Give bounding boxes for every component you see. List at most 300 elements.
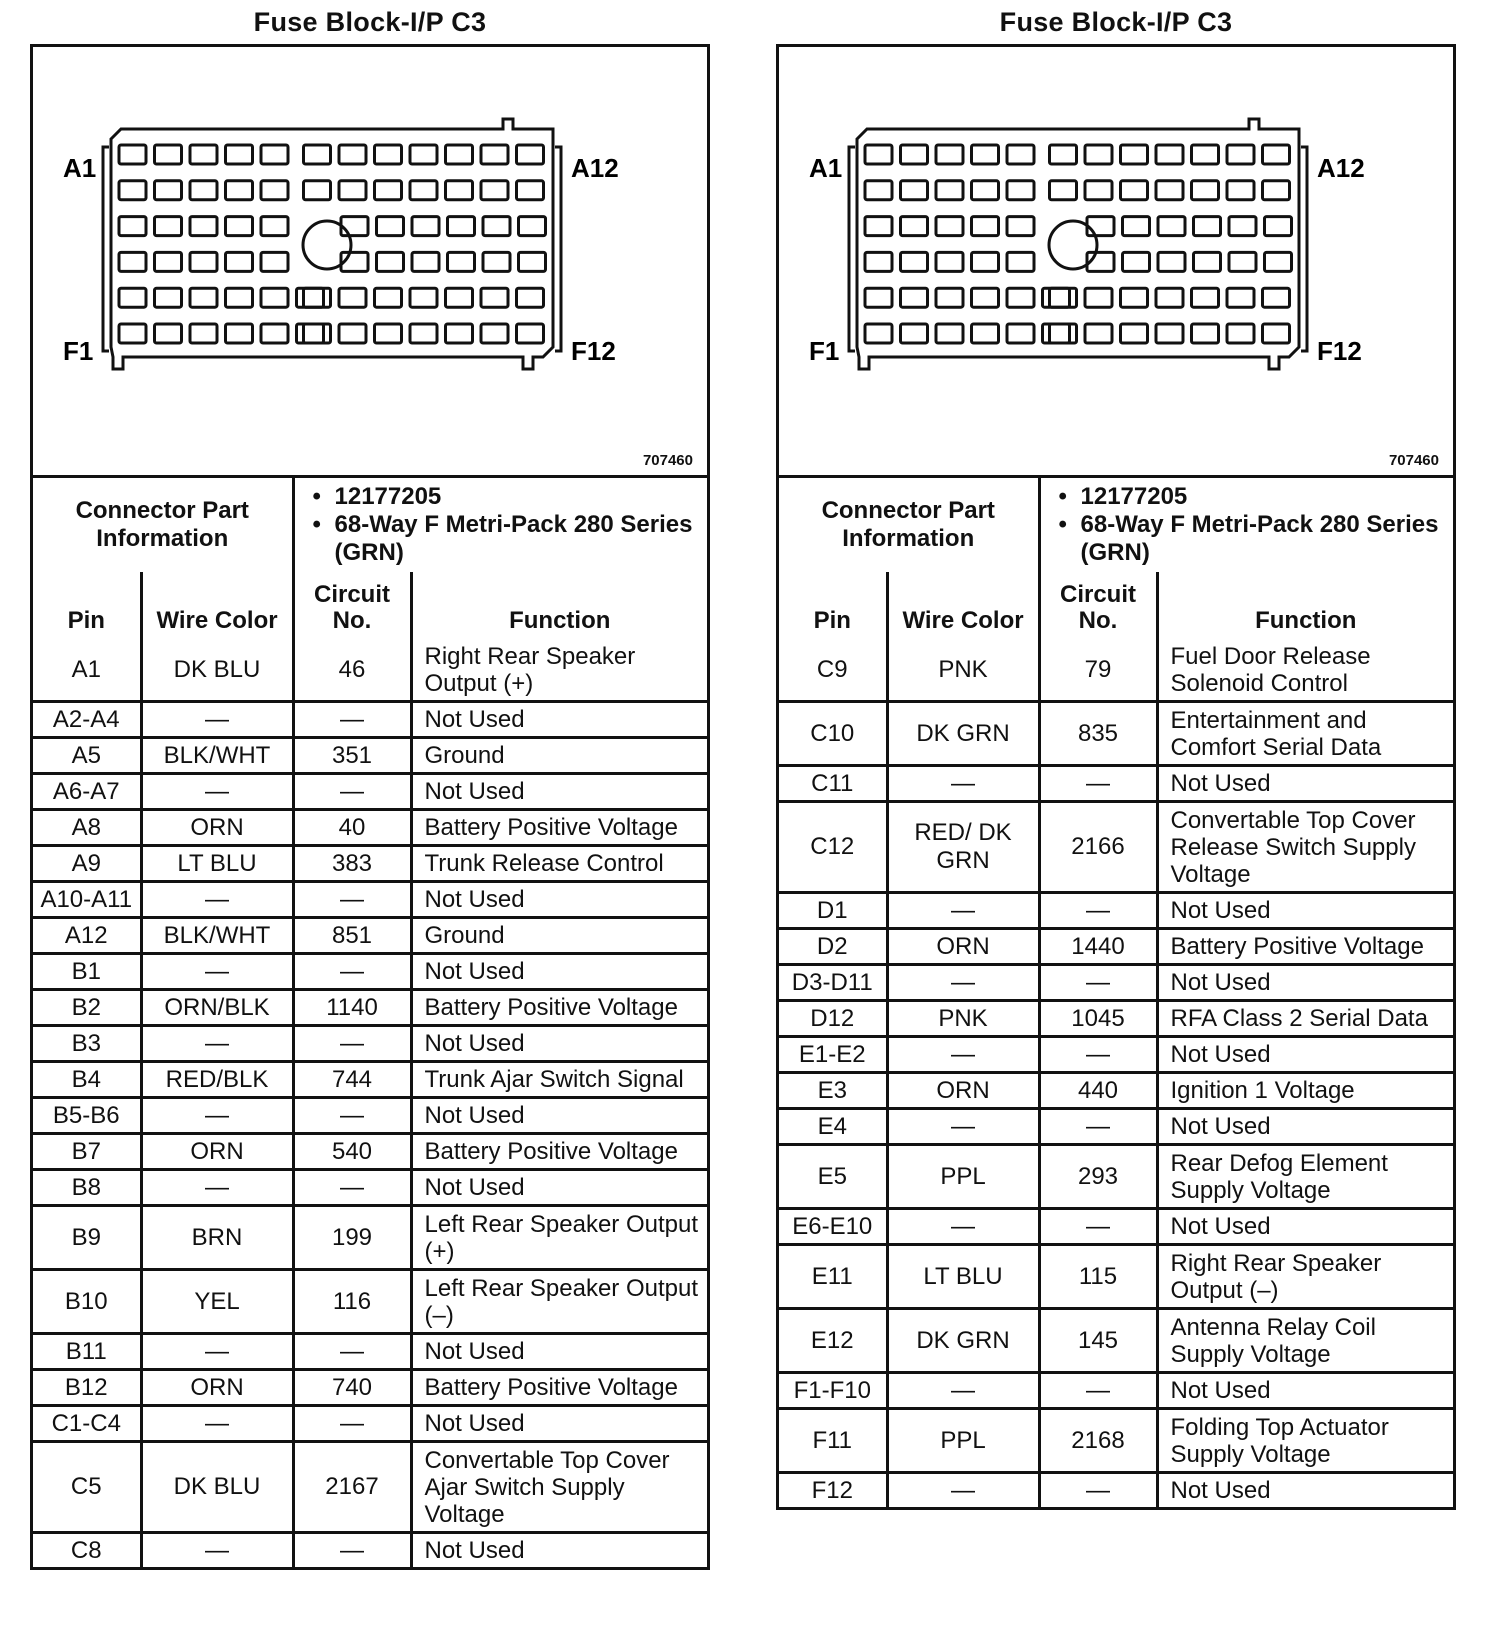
pin-cell: A8 [33,810,141,846]
pin-cavity [1192,324,1219,343]
wire-color-cell: DK GRN [887,702,1039,766]
wire-color-cell: LT BLU [887,1245,1039,1309]
circuit-cell: — [293,1334,411,1370]
function-cell: Right Rear Speaker Output (–) [1157,1245,1453,1309]
pin-cavity [446,145,473,164]
pin-cavity [1156,181,1183,200]
pin-cavity [1227,324,1254,343]
label-f1: F1 [809,336,840,366]
circuit-cell: — [293,774,411,810]
table-row [779,802,1453,893]
pin-cavity [155,145,182,164]
pin-cavity [865,181,892,200]
table-row [33,1026,707,1062]
pin-cavity [410,181,437,200]
pin-cavity [190,181,217,200]
circuit-cell: — [1039,1037,1157,1073]
pin-cell: A5 [33,738,141,774]
pin-cell: B10 [33,1270,141,1334]
pin-cell: B7 [33,1134,141,1170]
pin-cavity [972,324,999,343]
pin-cavity [936,324,963,343]
pin-cavity [481,181,508,200]
pin-cavity [517,288,544,307]
table-row [33,1098,707,1134]
wire-color-cell: — [141,1026,293,1062]
pin-cavity [375,181,402,200]
pin-cell: D3-D11 [779,965,887,1001]
circuit-cell: 851 [293,918,411,954]
pin-cavity [1156,288,1183,307]
pin-cell: F12 [779,1473,887,1508]
table-row [779,639,1453,702]
pin-cavity [190,217,217,236]
left-bracket [103,147,109,351]
pin-cavity [1121,145,1148,164]
pin-cavity [297,288,324,307]
pin-cavity [1085,324,1112,343]
header-wire-color: Wire Color [141,572,293,639]
pin-cavity [261,252,288,271]
connector-panel-right [776,0,1456,1510]
pin-cavity [972,252,999,271]
function-cell: Not Used [1157,965,1453,1001]
pin-cell: F1-F10 [779,1373,887,1409]
table-row [33,846,707,882]
pin-cavity [446,181,473,200]
circuit-cell: — [1039,893,1157,929]
function-cell: Rear Defog Element Supply Voltage [1157,1145,1453,1209]
pin-cavity [375,288,402,307]
wire-color-cell: ORN [887,929,1039,965]
function-cell: RFA Class 2 Serial Data [1157,1001,1453,1037]
part-description: • 68-Way F Metri-Pack 280 Series (GRN) [1081,511,1448,567]
function-cell: Convertable Top Cover Release Switch Supply Voltage [1157,802,1453,893]
pin-cavity [865,217,892,236]
pin-cavity [972,181,999,200]
pin-cell: C10 [779,702,887,766]
circuit-cell: 2167 [293,1442,411,1533]
pin-cavity [1227,288,1254,307]
circuit-cell: — [1039,1373,1157,1409]
function-cell: Entertainment and Comfort Serial Data [1157,702,1453,766]
circuit-cell: — [293,954,411,990]
circuit-cell: 740 [293,1370,411,1406]
function-cell: Not Used [411,1533,707,1568]
pin-cavity [1229,252,1256,271]
connector-part-numbers [293,478,707,572]
connector-face [103,119,561,369]
table-row [33,1170,707,1206]
table-row [33,1334,707,1370]
wire-color-cell: BLK/WHT [141,738,293,774]
pin-table [779,572,1453,1507]
circuit-cell: — [1039,965,1157,1001]
pin-cell: C8 [33,1533,141,1568]
table-row [779,766,1453,802]
connector-panel-left [30,0,710,1570]
table-row [33,1062,707,1098]
function-cell: Convertable Top Cover Ajar Switch Supply Voltage [411,1442,707,1533]
figure-number: 707460 [1388,452,1439,469]
pin-cavity [261,145,288,164]
pin-cavity [1227,145,1254,164]
header-function: Function [1157,572,1453,639]
pin-cavity [119,217,146,236]
pin-cavity [1158,217,1185,236]
circuit-cell: 145 [1039,1309,1157,1373]
function-cell: Left Rear Speaker Output (–) [411,1270,707,1334]
pin-cavity [339,181,366,200]
circuit-cell: 2168 [1039,1409,1157,1473]
pin-cavity [1050,181,1077,200]
label-f12: F12 [571,336,616,366]
pin-cavity [1087,217,1114,236]
wire-color-cell: — [141,774,293,810]
table-row [33,1406,707,1442]
circuit-cell: 540 [293,1134,411,1170]
wire-color-cell: RED/ DK GRN [887,802,1039,893]
table-row [779,893,1453,929]
connector-info-table [33,478,707,572]
key-hole [303,221,351,269]
right-bracket [1301,147,1307,351]
pin-cavity [1156,324,1183,343]
wire-color-cell: YEL [141,1270,293,1334]
pin-cell: A2-A4 [33,702,141,738]
function-cell: Not Used [411,882,707,918]
connector-face-drawing [779,47,1453,475]
pin-cell: A9 [33,846,141,882]
connector-info-label: Connector Part Information [33,478,293,572]
pin-cavity [226,145,253,164]
key-hole [1049,221,1097,269]
function-cell: Battery Positive Voltage [411,990,707,1026]
function-cell: Not Used [411,1334,707,1370]
pin-cell: D2 [779,929,887,965]
pin-cell: A1 [33,639,141,702]
pin-cavity [1007,181,1034,200]
pin-cavity [261,217,288,236]
pin-cavity [155,288,182,307]
pin-cavity [119,252,146,271]
pin-cell: F11 [779,1409,887,1473]
wire-color-cell: ORN [141,810,293,846]
pin-cell: B12 [33,1370,141,1406]
function-cell: Not Used [411,774,707,810]
pin-cavity [1043,324,1070,343]
table-row [33,1442,707,1533]
header-circuit: Circuit No. [1039,572,1157,639]
pin-cavity [1050,288,1077,307]
function-cell: Left Rear Speaker Output (+) [411,1206,707,1270]
pin-cavity [1085,145,1112,164]
circuit-cell: 2166 [1039,802,1157,893]
pin-cavity [483,252,510,271]
function-cell: Antenna Relay Coil Supply Voltage [1157,1309,1453,1373]
function-cell: Not Used [411,1406,707,1442]
wire-color-cell: — [887,1037,1039,1073]
table-row [779,1145,1453,1209]
circuit-cell: 116 [293,1270,411,1334]
pin-cavity [481,288,508,307]
right-bracket [555,147,561,351]
table-row [33,702,707,738]
pin-cavity [972,217,999,236]
function-cell: Battery Positive Voltage [411,810,707,846]
wire-color-cell: — [141,954,293,990]
wire-color-cell: ORN [141,1134,293,1170]
pin-cavity [865,252,892,271]
pin-cavity [1007,217,1034,236]
pin-cavity [972,145,999,164]
header-circuit: Circuit No. [293,572,411,639]
function-cell: Ground [411,918,707,954]
pin-cavity [155,181,182,200]
wire-color-cell: — [887,965,1039,1001]
pin-cavity [190,288,217,307]
function-cell: Not Used [1157,1037,1453,1073]
wire-color-cell: — [887,1209,1039,1245]
pin-cavity [1121,288,1148,307]
function-cell: Not Used [1157,1109,1453,1145]
pin-cavity [865,324,892,343]
pin-cavity [1263,288,1290,307]
pin-cell: C11 [779,766,887,802]
function-cell: Not Used [411,1098,707,1134]
pin-cavity [936,181,963,200]
pin-cavity [446,288,473,307]
pin-cavity [375,145,402,164]
pin-cavity [1050,324,1077,343]
pin-cavity [1050,145,1077,164]
circuit-cell: 115 [1039,1245,1157,1309]
wire-color-cell: — [141,702,293,738]
wire-color-cell: — [887,1473,1039,1508]
figure-number: 707460 [642,452,693,469]
connector-info-table [779,478,1453,572]
function-cell: Trunk Ajar Switch Signal [411,1062,707,1098]
pin-cavity [119,288,146,307]
circuit-cell: 293 [1039,1145,1157,1209]
pin-cavity [410,145,437,164]
pin-cavity [119,324,146,343]
connector-frame [30,44,710,1570]
table-row [779,1109,1453,1145]
pin-cavity [304,288,331,307]
pin-cavity [901,181,928,200]
pin-cavity [1265,252,1292,271]
circuit-cell: 199 [293,1206,411,1270]
wire-color-cell: ORN [141,1370,293,1406]
label-a1: A1 [63,153,97,183]
table-row [33,639,707,702]
circuit-cell: — [293,1533,411,1568]
table-row [33,954,707,990]
pin-cavity [412,217,439,236]
pin-cavity [1007,288,1034,307]
pin-cell: C9 [779,639,887,702]
pin-cell: E4 [779,1109,887,1145]
pin-cavity [1007,252,1034,271]
pin-cell: C5 [33,1442,141,1533]
pin-cell: E12 [779,1309,887,1373]
circuit-cell: 1045 [1039,1001,1157,1037]
wire-color-cell: LT BLU [141,846,293,882]
wire-color-cell: — [141,882,293,918]
pin-cavity [481,324,508,343]
pin-cell: E6-E10 [779,1209,887,1245]
function-cell: Not Used [411,702,707,738]
label-f12: F12 [1317,336,1362,366]
circuit-cell: 1140 [293,990,411,1026]
pin-cavity [1121,181,1148,200]
pin-cell: D12 [779,1001,887,1037]
function-cell: Right Rear Speaker Output (+) [411,639,707,702]
pin-cavity [410,288,437,307]
pin-cell: E5 [779,1145,887,1209]
pin-cavity [226,252,253,271]
pin-cavity [226,217,253,236]
header-pin: Pin [779,572,887,639]
pin-cavity [1123,217,1150,236]
pin-cavity [901,288,928,307]
table-row [33,918,707,954]
pin-cavity [1121,324,1148,343]
pin-cavity [481,145,508,164]
function-cell: Not Used [1157,1373,1453,1409]
pin-cavity [190,324,217,343]
pin-cavity [1227,181,1254,200]
table-row [779,1073,1453,1109]
table-row [779,1245,1453,1309]
function-cell: Folding Top Actuator Supply Voltage [1157,1409,1453,1473]
pin-cavity [448,217,475,236]
function-cell: Not Used [1157,1473,1453,1508]
function-cell: Fuel Door Release Solenoid Control [1157,639,1453,702]
pin-cavity [865,145,892,164]
wire-color-cell: — [887,893,1039,929]
wire-color-cell: — [141,1334,293,1370]
pin-cavity [1156,145,1183,164]
wire-color-cell: — [887,1109,1039,1145]
pin-cavity [517,145,544,164]
part-number: • 12177205 [335,483,702,511]
pin-cavity [1263,145,1290,164]
function-cell: Not Used [1157,893,1453,929]
pin-cavity [297,324,324,343]
pin-cavity [1043,288,1070,307]
pin-cavity [483,217,510,236]
connector-frame [776,44,1456,1510]
function-cell: Battery Positive Voltage [1157,929,1453,965]
circuit-cell: — [293,1406,411,1442]
pin-cell: C12 [779,802,887,893]
pin-table [33,572,707,1567]
wire-color-cell: BLK/WHT [141,918,293,954]
pin-cavity [936,288,963,307]
circuit-cell: — [293,1026,411,1062]
wire-color-cell: — [141,1533,293,1568]
table-row [33,1370,707,1406]
table-row [779,1473,1453,1508]
label-a12: A12 [1317,153,1365,183]
pin-cavity [304,324,331,343]
pin-cavity [1192,145,1219,164]
function-cell: Not Used [411,1170,707,1206]
pin-cavity [519,252,546,271]
pin-cavity [1194,217,1221,236]
table-row [779,702,1453,766]
circuit-cell: — [293,1170,411,1206]
pin-cavity [901,217,928,236]
pin-cavity [377,217,404,236]
pin-cavity [155,252,182,271]
circuit-cell: 1440 [1039,929,1157,965]
pin-cell: B8 [33,1170,141,1206]
connector-face [849,119,1307,369]
pin-cell: A12 [33,918,141,954]
label-a1: A1 [809,153,843,183]
table-row [33,774,707,810]
pin-cavity [1085,288,1112,307]
pin-cell: B9 [33,1206,141,1270]
pin-cavity [1265,217,1292,236]
pin-cavity [261,324,288,343]
part-number: • 12177205 [1081,483,1448,511]
table-row [779,1001,1453,1037]
function-cell: Not Used [411,1026,707,1062]
pin-cavity [901,252,928,271]
function-cell: Battery Positive Voltage [411,1370,707,1406]
circuit-cell: — [293,702,411,738]
pin-cell: E11 [779,1245,887,1309]
table-row [779,965,1453,1001]
pin-cavity [1007,145,1034,164]
pin-cavity [1192,181,1219,200]
pin-cavity [410,324,437,343]
function-cell: Ignition 1 Voltage [1157,1073,1453,1109]
pin-cavity [190,252,217,271]
pin-cavity [517,324,544,343]
pin-cavity [1263,324,1290,343]
pin-cavity [1085,181,1112,200]
table-row [779,1373,1453,1409]
table-row [33,1206,707,1270]
circuit-cell: 744 [293,1062,411,1098]
wire-color-cell: PNK [887,1001,1039,1037]
pin-cavity [190,145,217,164]
circuit-cell: 440 [1039,1073,1157,1109]
table-row [779,1037,1453,1073]
connector-face-drawing [33,47,707,475]
table-row [779,1409,1453,1473]
function-cell: Not Used [411,954,707,990]
function-cell: Ground [411,738,707,774]
part-description: • 68-Way F Metri-Pack 280 Series (GRN) [335,511,702,567]
header-function: Function [411,572,707,639]
pin-cell: B5-B6 [33,1098,141,1134]
wire-color-cell: — [887,1373,1039,1409]
pin-cavity [339,324,366,343]
pin-cavity [1263,181,1290,200]
pin-cavity [375,324,402,343]
pin-cavity [1192,288,1219,307]
pin-cavity [261,181,288,200]
circuit-cell: — [293,882,411,918]
wire-color-cell: PPL [887,1145,1039,1209]
table-row [33,990,707,1026]
